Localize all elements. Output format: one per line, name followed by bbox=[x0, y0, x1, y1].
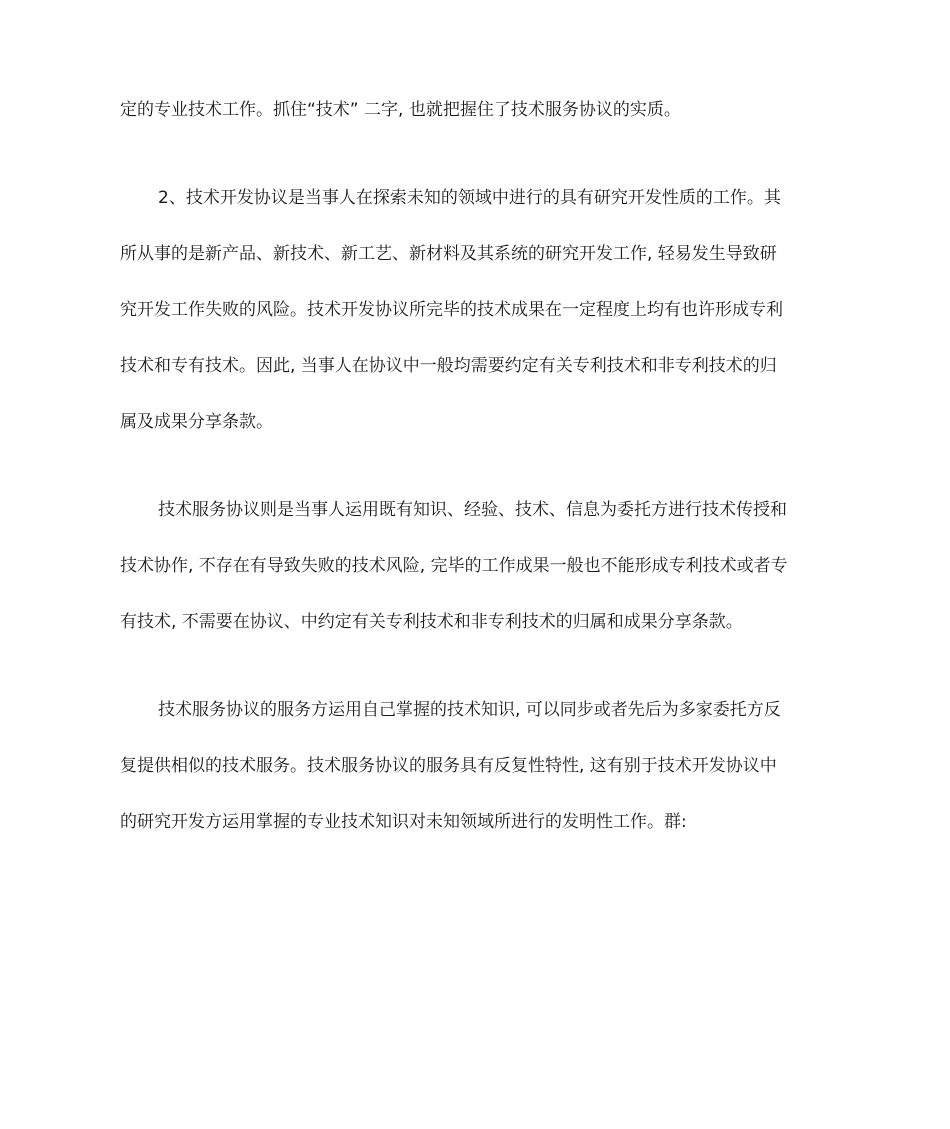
text-line: 究开发工作失败的风险。技术开发协议所完毕的技术成果在一定程度上均有也许形成专利 bbox=[120, 300, 783, 320]
text-line: 定的专业技术工作。抓住“技术” 二字, 也就把握住了技术服务协议的实质。 bbox=[120, 100, 681, 120]
paragraph-1 bbox=[120, 82, 840, 138]
paragraph-2 bbox=[120, 170, 840, 450]
text-line: 有技术, 不需要在协议、中约定有关专利技术和非专利技术的归属和成果分享条款。 bbox=[120, 612, 743, 632]
text-line: 复提供相似的技术服务。技术服务协议的服务具有反复性特性, 这有别于技术开发协议中 bbox=[120, 756, 777, 776]
text-line: 技术服务协议则是当事人运用既有知识、经验、技术、信息为委托方进行技术传授和 bbox=[158, 500, 787, 520]
text-line: 技术协作, 不存在有导致失败的技术风险, 完毕的工作成果一般也不能形成专利技术或者专 bbox=[120, 556, 788, 576]
text-line: 的研究开发方运用掌握的专业技术知识对未知领域所进行的发明性工作。群: bbox=[120, 812, 687, 832]
text-line: 2、技术开发协议是当事人在探索未知的领域中进行的具有研究开发性质的工作。其 bbox=[158, 188, 781, 208]
text-line: 所从事的是新产品、新技术、新工艺、新材料及其系统的研究开发工作, 轻易发生导致研 bbox=[120, 244, 777, 264]
paragraph-3 bbox=[120, 482, 840, 650]
paragraph-4 bbox=[120, 682, 840, 850]
text-line: 属及成果分享条款。 bbox=[120, 412, 273, 432]
text-line: 技术和专有技术。因此, 当事人在协议中一般均需要约定有关专利技术和非专利技术的归 bbox=[120, 356, 777, 376]
text-line: 技术服务协议的服务方运用自己掌握的技术知识, 可以同步或者先后为多家委托方反 bbox=[158, 700, 781, 720]
